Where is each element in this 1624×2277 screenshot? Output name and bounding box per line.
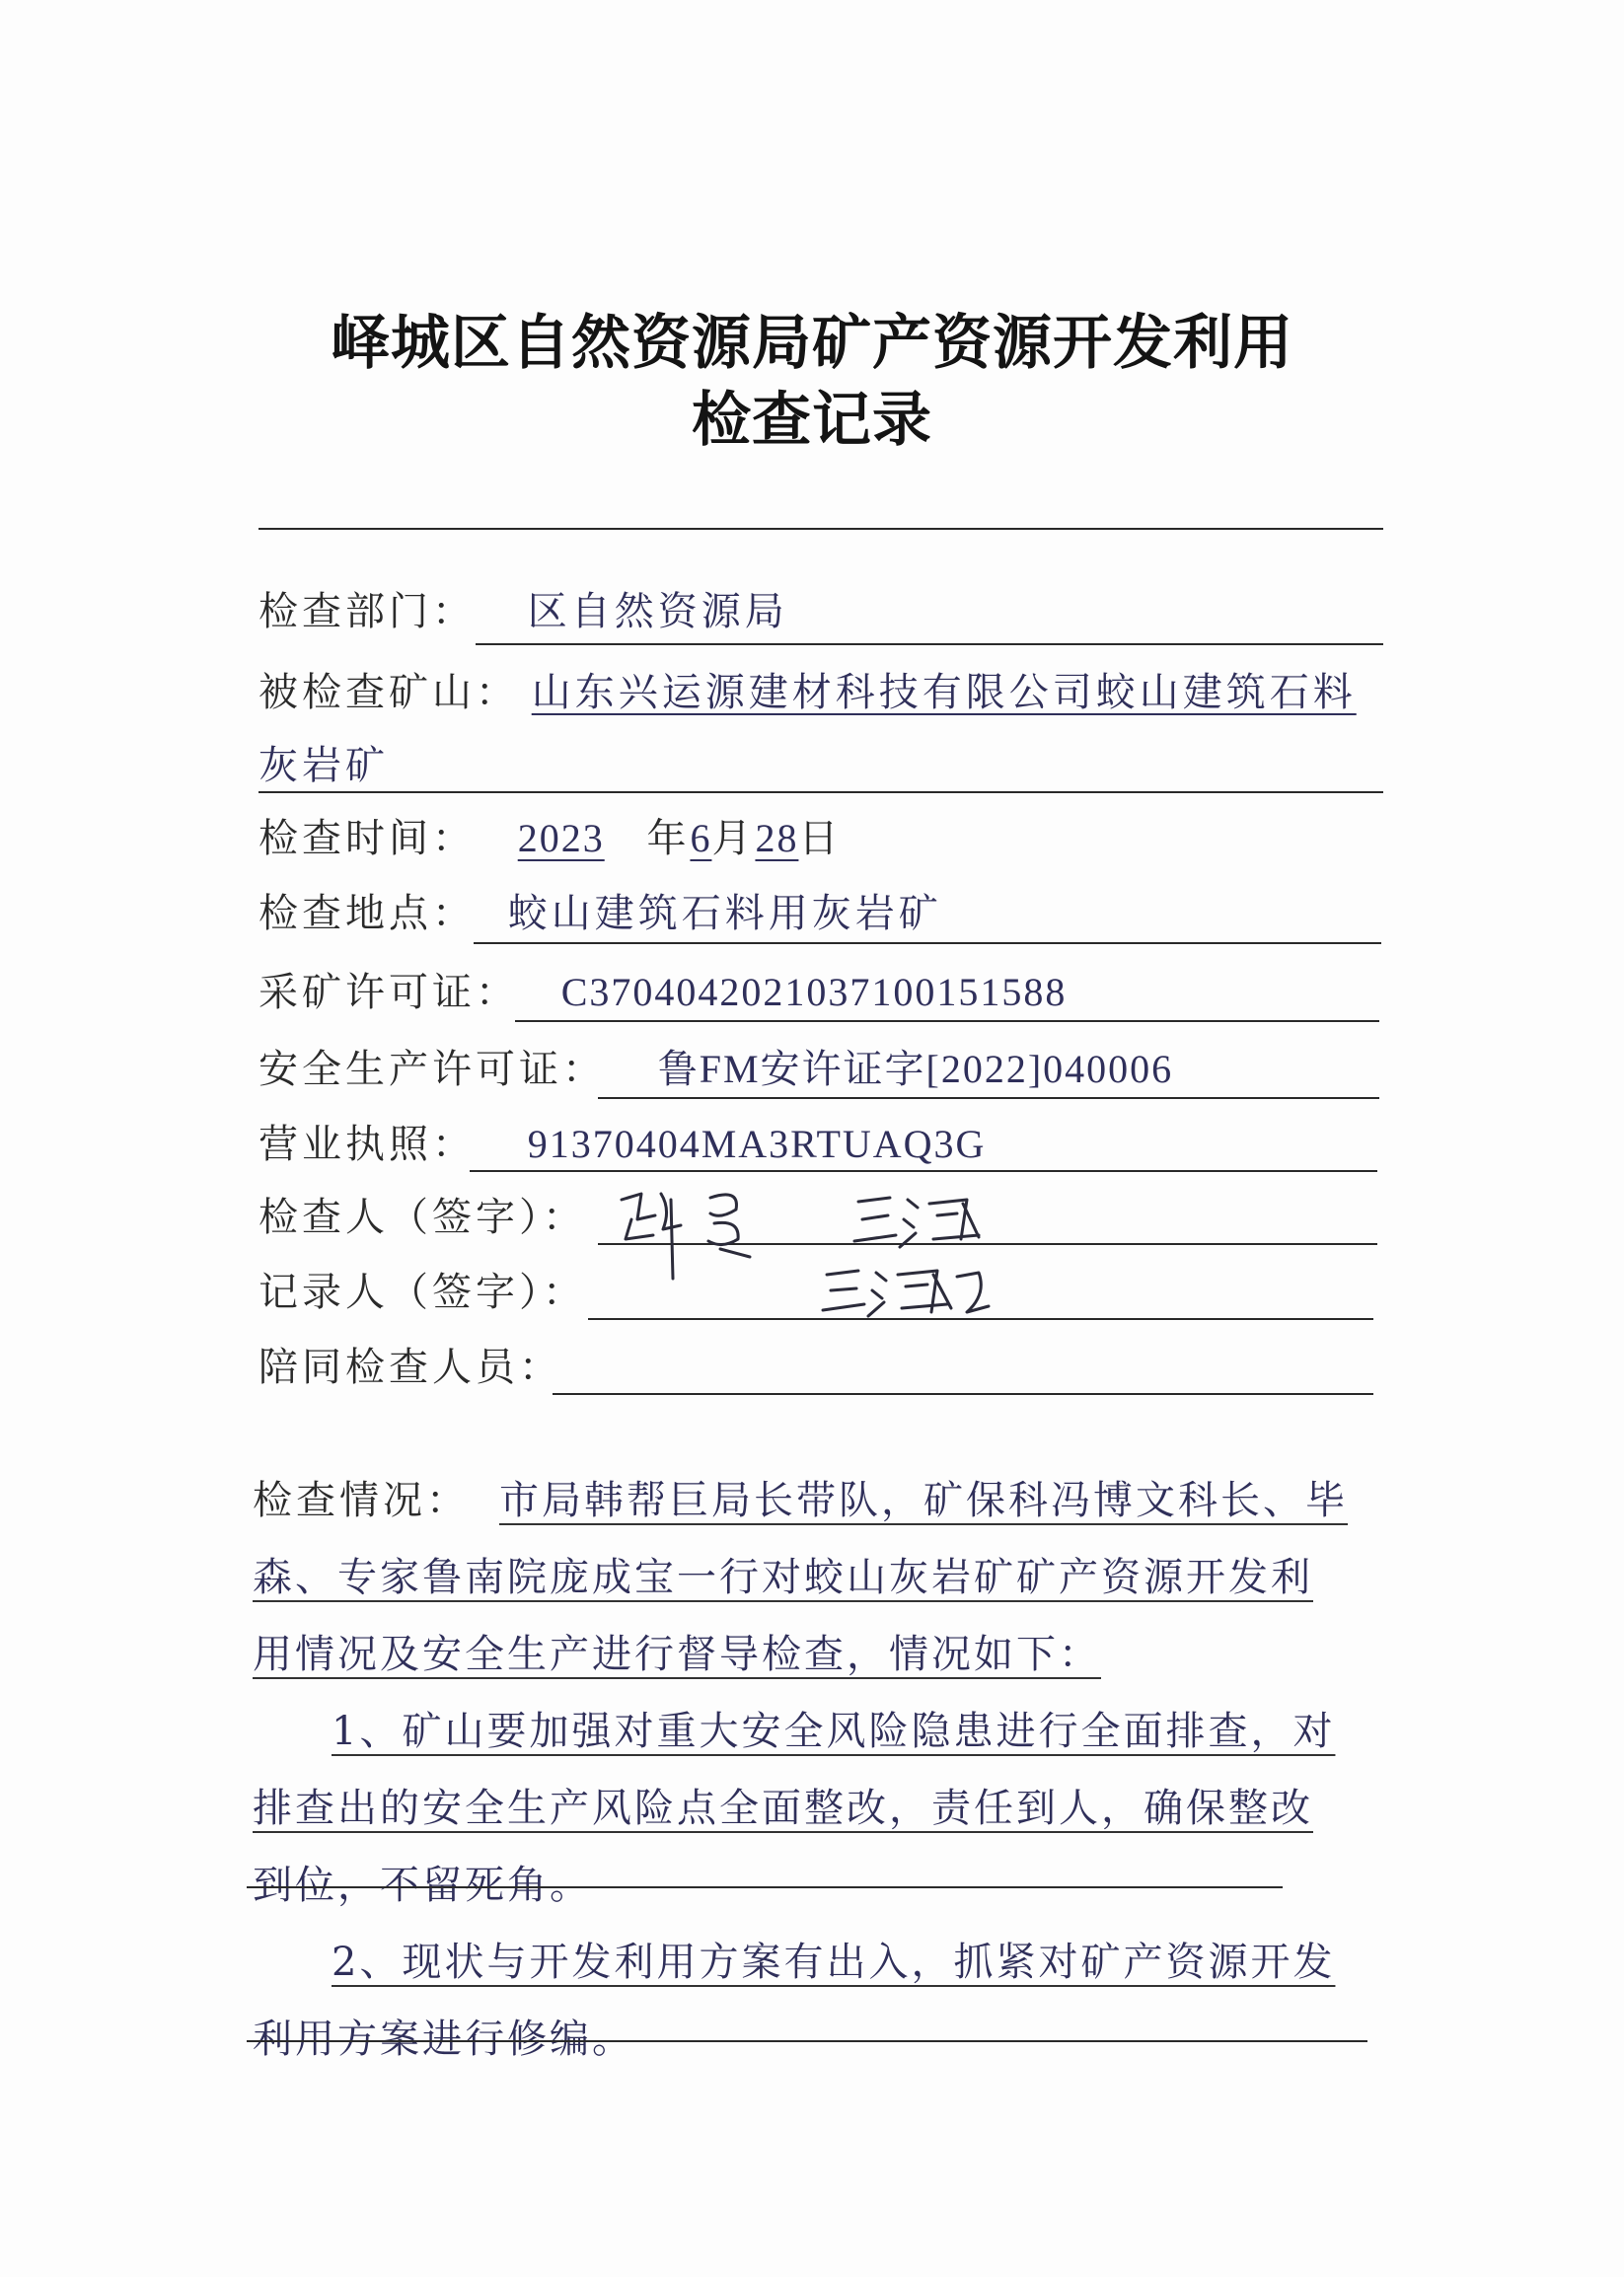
safety-license-value: 鲁FM安许证字[2022]040006 bbox=[657, 1047, 1174, 1091]
recorder-signature bbox=[819, 1259, 997, 1328]
situation-section bbox=[253, 1462, 1387, 2078]
field-department bbox=[258, 588, 788, 635]
situation-line-6 bbox=[253, 1847, 1387, 1924]
accompany-underline bbox=[553, 1393, 1373, 1395]
mining-license-value: C3704042021037100151588 bbox=[560, 970, 1068, 1014]
situation-intro-line2: 森、专家鲁南院庞成宝一行对蛟山灰岩矿矿产资源开发利 bbox=[253, 1555, 1313, 1600]
mine-underline bbox=[258, 791, 1383, 793]
accompany-label: 陪同检查人员： bbox=[258, 1345, 562, 1390]
location-value: 蛟山建筑石料用灰岩矿 bbox=[507, 891, 942, 936]
field-mine-cont bbox=[258, 742, 389, 789]
time-day-suffix: 日 bbox=[798, 816, 843, 861]
document-title-line2: 检查记录 bbox=[692, 386, 932, 455]
safety-license-underline bbox=[598, 1097, 1379, 1099]
time-year-suffix: 年 bbox=[646, 816, 691, 861]
title-divider bbox=[258, 528, 1383, 530]
business-license-label: 营业执照： bbox=[258, 1122, 476, 1167]
mine-value-line2: 灰岩矿 bbox=[258, 743, 389, 788]
department-underline bbox=[476, 643, 1383, 645]
time-month: 6 bbox=[690, 816, 712, 860]
situation-item1-line1: 1、矿山要加强对重大安全风险隐患进行全面排查，对 bbox=[332, 1709, 1336, 1754]
field-business-license bbox=[258, 1121, 986, 1168]
situation-item1-line2: 排查出的安全生产风险点全面整改，责任到人，确保整改 bbox=[253, 1786, 1313, 1831]
business-license-value: 91370404MA3RTUAQ3G bbox=[527, 1122, 987, 1166]
inspector-label: 检查人（签字）： bbox=[258, 1195, 586, 1240]
mine-value-line1: 山东兴运源建材科技有限公司蛟山建筑石料 bbox=[531, 670, 1357, 715]
situation-line-4 bbox=[253, 1693, 1387, 1770]
item2-end-underline bbox=[247, 2040, 1367, 2042]
field-mine bbox=[258, 669, 1357, 716]
time-month-suffix: 月 bbox=[711, 816, 756, 861]
field-time bbox=[258, 815, 842, 862]
situation-item2-line2: 利用方案进行修编。 bbox=[253, 2017, 634, 2062]
field-safety-license bbox=[258, 1046, 1173, 1093]
department-label: 检查部门： bbox=[258, 589, 476, 634]
field-inspector bbox=[258, 1194, 586, 1241]
time-year: 2023 bbox=[517, 816, 605, 860]
department-value: 区自然资源局 bbox=[527, 589, 788, 634]
field-recorder bbox=[258, 1269, 586, 1316]
business-license-underline bbox=[470, 1170, 1377, 1172]
item1-end-underline bbox=[247, 1886, 1283, 1888]
situation-line-1 bbox=[253, 1462, 1387, 1539]
mining-license-underline bbox=[515, 1020, 1379, 1022]
recorder-label: 记录人（签字）： bbox=[258, 1270, 586, 1315]
situation-label: 检查情况： bbox=[253, 1478, 470, 1523]
situation-line-7 bbox=[253, 1924, 1387, 2001]
situation-line-5 bbox=[253, 1770, 1387, 1847]
location-underline bbox=[474, 942, 1381, 944]
field-mining-license bbox=[258, 969, 1067, 1016]
situation-item1-line3: 到位，不留死角。 bbox=[253, 1863, 592, 1908]
time-day: 28 bbox=[755, 816, 799, 860]
field-location bbox=[258, 890, 942, 937]
time-label: 检查时间： bbox=[258, 816, 476, 861]
situation-line-2 bbox=[253, 1539, 1387, 1616]
mining-license-label: 采矿许可证： bbox=[258, 970, 519, 1015]
situation-intro-line1: 市局韩帮巨局长带队，矿保科冯博文科长、毕 bbox=[499, 1478, 1348, 1523]
situation-line-8 bbox=[253, 2001, 1387, 2078]
safety-license-label: 安全生产许可证： bbox=[258, 1047, 606, 1092]
situation-item2-line1: 2、现状与开发利用方案有出入，抓紧对矿产资源开发 bbox=[332, 1940, 1336, 1985]
document-title-line1: 峄城区自然资源局矿产资源开发利用 bbox=[331, 309, 1293, 378]
field-accompany bbox=[258, 1344, 562, 1391]
situation-line-3 bbox=[253, 1616, 1387, 1693]
situation-intro-line3: 用情况及安全生产进行督导检查，情况如下： bbox=[253, 1632, 1101, 1677]
mine-label: 被检查矿山： bbox=[258, 670, 519, 715]
location-label: 检查地点： bbox=[258, 891, 476, 936]
